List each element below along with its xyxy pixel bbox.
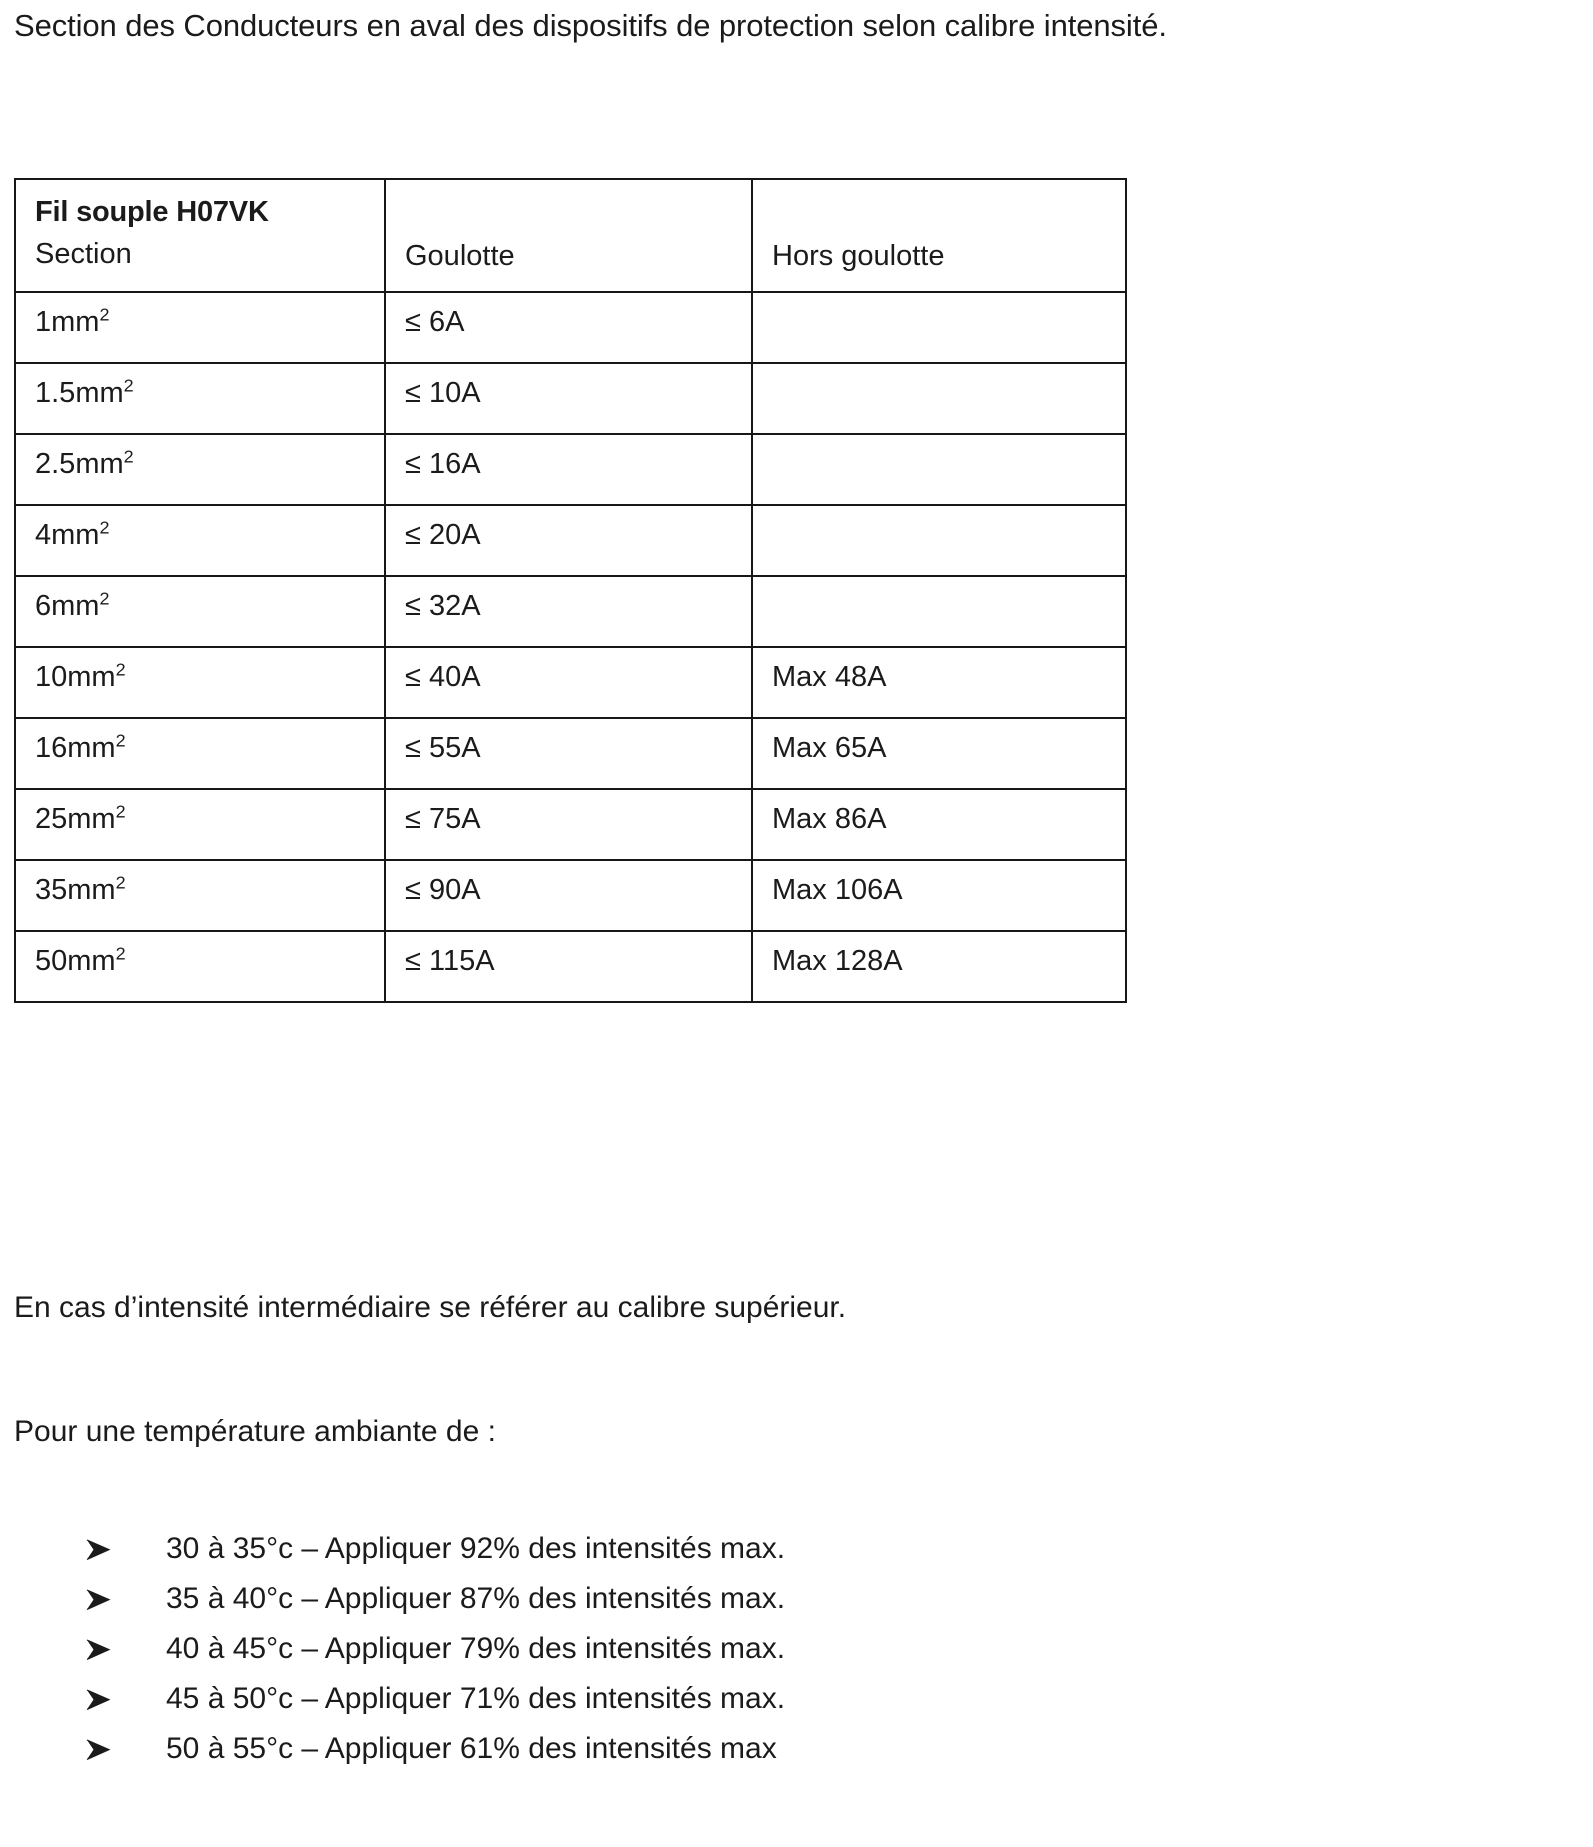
table-row	[15, 363, 1126, 434]
arrow-bullet-icon	[85, 1524, 119, 1574]
conductor-section-table	[14, 178, 1127, 1003]
unit-exponent: 2	[123, 446, 134, 467]
cell-hors-goulotte	[752, 434, 1126, 505]
table-row	[15, 292, 1126, 363]
cell-goulotte: ≤ 16A	[385, 434, 752, 505]
unit-exponent: 2	[123, 375, 134, 396]
column-header-section	[15, 179, 385, 292]
table-row	[15, 931, 1126, 1002]
unit-exponent: 2	[99, 588, 110, 609]
unit-exponent: 2	[115, 730, 126, 751]
list-item-label: 40 à 45°c – Appliquer 79% des intensités max.	[166, 1632, 786, 1665]
cell-goulotte: ≤ 115A	[385, 931, 752, 1002]
column-header-hors-goulotte-label: Hors goulotte	[772, 240, 945, 272]
list-item-label: 50 à 55°c – Appliquer 61% des intensités max	[166, 1732, 777, 1765]
note-ambient-temperature: Pour une température ambiante de :	[14, 1415, 496, 1448]
cell-hors-goulotte	[752, 292, 1126, 363]
note-intermediate-intensity: En cas d’intensité intermédiaire se référer au calibre supérieur.	[14, 1291, 847, 1324]
list-item	[0, 1574, 1593, 1624]
column-header-hors-goulotte	[752, 179, 1126, 292]
column-header-goulotte	[385, 179, 752, 292]
arrow-bullet-icon	[85, 1624, 119, 1674]
unit-exponent: 2	[115, 659, 126, 680]
cell-hors-goulotte: Max 128A	[752, 931, 1126, 1002]
table-header-row	[15, 179, 1126, 292]
list-item-label: 30 à 35°c – Appliquer 92% des intensités max.	[166, 1532, 786, 1565]
table-row	[15, 505, 1126, 576]
unit-exponent: 2	[115, 801, 126, 822]
cell-section: $1.5mm^2$	[15, 363, 385, 434]
cell-section: $6mm^2$	[15, 576, 385, 647]
list-item	[0, 1724, 1593, 1774]
table-row	[15, 647, 1126, 718]
unit-exponent: 2	[115, 943, 126, 964]
cell-goulotte: ≤ 40A	[385, 647, 752, 718]
cell-section: $1mm^2$	[15, 292, 385, 363]
cell-goulotte: ≤ 20A	[385, 505, 752, 576]
cell-hors-goulotte	[752, 576, 1126, 647]
cell-hors-goulotte: Max 106A	[752, 860, 1126, 931]
arrow-bullet-icon	[85, 1674, 119, 1724]
cell-goulotte: ≤ 10A	[385, 363, 752, 434]
arrow-bullet-icon	[85, 1574, 119, 1624]
cell-section: $4mm^2$	[15, 505, 385, 576]
unit-exponent: 2	[99, 304, 110, 325]
cell-goulotte: ≤ 32A	[385, 576, 752, 647]
cell-section: $50mm^2$	[15, 931, 385, 1002]
list-item-label: 45 à 50°c – Appliquer 71% des intensités max.	[166, 1682, 786, 1715]
cell-section: $25mm^2$	[15, 789, 385, 860]
table-header	[15, 179, 1126, 292]
cell-section: $2.5mm^2$	[15, 434, 385, 505]
cell-goulotte: ≤ 90A	[385, 860, 752, 931]
cell-hors-goulotte: Max 65A	[752, 718, 1126, 789]
column-header-section-title: Fil souple H07VK	[35, 196, 269, 228]
cell-goulotte: ≤ 6A	[385, 292, 752, 363]
page-title: Section des Conducteurs en aval des dispositifs de protection selon calibre intensité.	[14, 8, 1167, 43]
cell-hors-goulotte: Max 48A	[752, 647, 1126, 718]
cell-hors-goulotte	[752, 505, 1126, 576]
cell-hors-goulotte	[752, 363, 1126, 434]
cell-section: $16mm^2$	[15, 718, 385, 789]
list-item-label: 35 à 40°c – Appliquer 87% des intensités max.	[166, 1582, 786, 1615]
table-body	[15, 292, 1126, 1002]
cell-section: $10mm^2$	[15, 647, 385, 718]
table-row	[15, 576, 1126, 647]
table-row	[15, 718, 1126, 789]
unit-exponent: 2	[115, 872, 126, 893]
table-row	[15, 860, 1126, 931]
unit-exponent: 2	[99, 517, 110, 538]
arrow-bullet-icon	[85, 1724, 119, 1774]
cell-goulotte: ≤ 75A	[385, 789, 752, 860]
list-item	[0, 1624, 1593, 1674]
cell-goulotte: ≤ 55A	[385, 718, 752, 789]
table-row	[15, 434, 1126, 505]
table-row	[15, 789, 1126, 860]
column-header-goulotte-label: Goulotte	[405, 240, 515, 272]
cell-section: $35mm^2$	[15, 860, 385, 931]
temperature-derating-list	[0, 1524, 1593, 1774]
column-header-section-subtitle: Section	[35, 238, 132, 270]
list-item	[0, 1524, 1593, 1574]
list-item	[0, 1674, 1593, 1724]
cell-hors-goulotte: Max 86A	[752, 789, 1126, 860]
